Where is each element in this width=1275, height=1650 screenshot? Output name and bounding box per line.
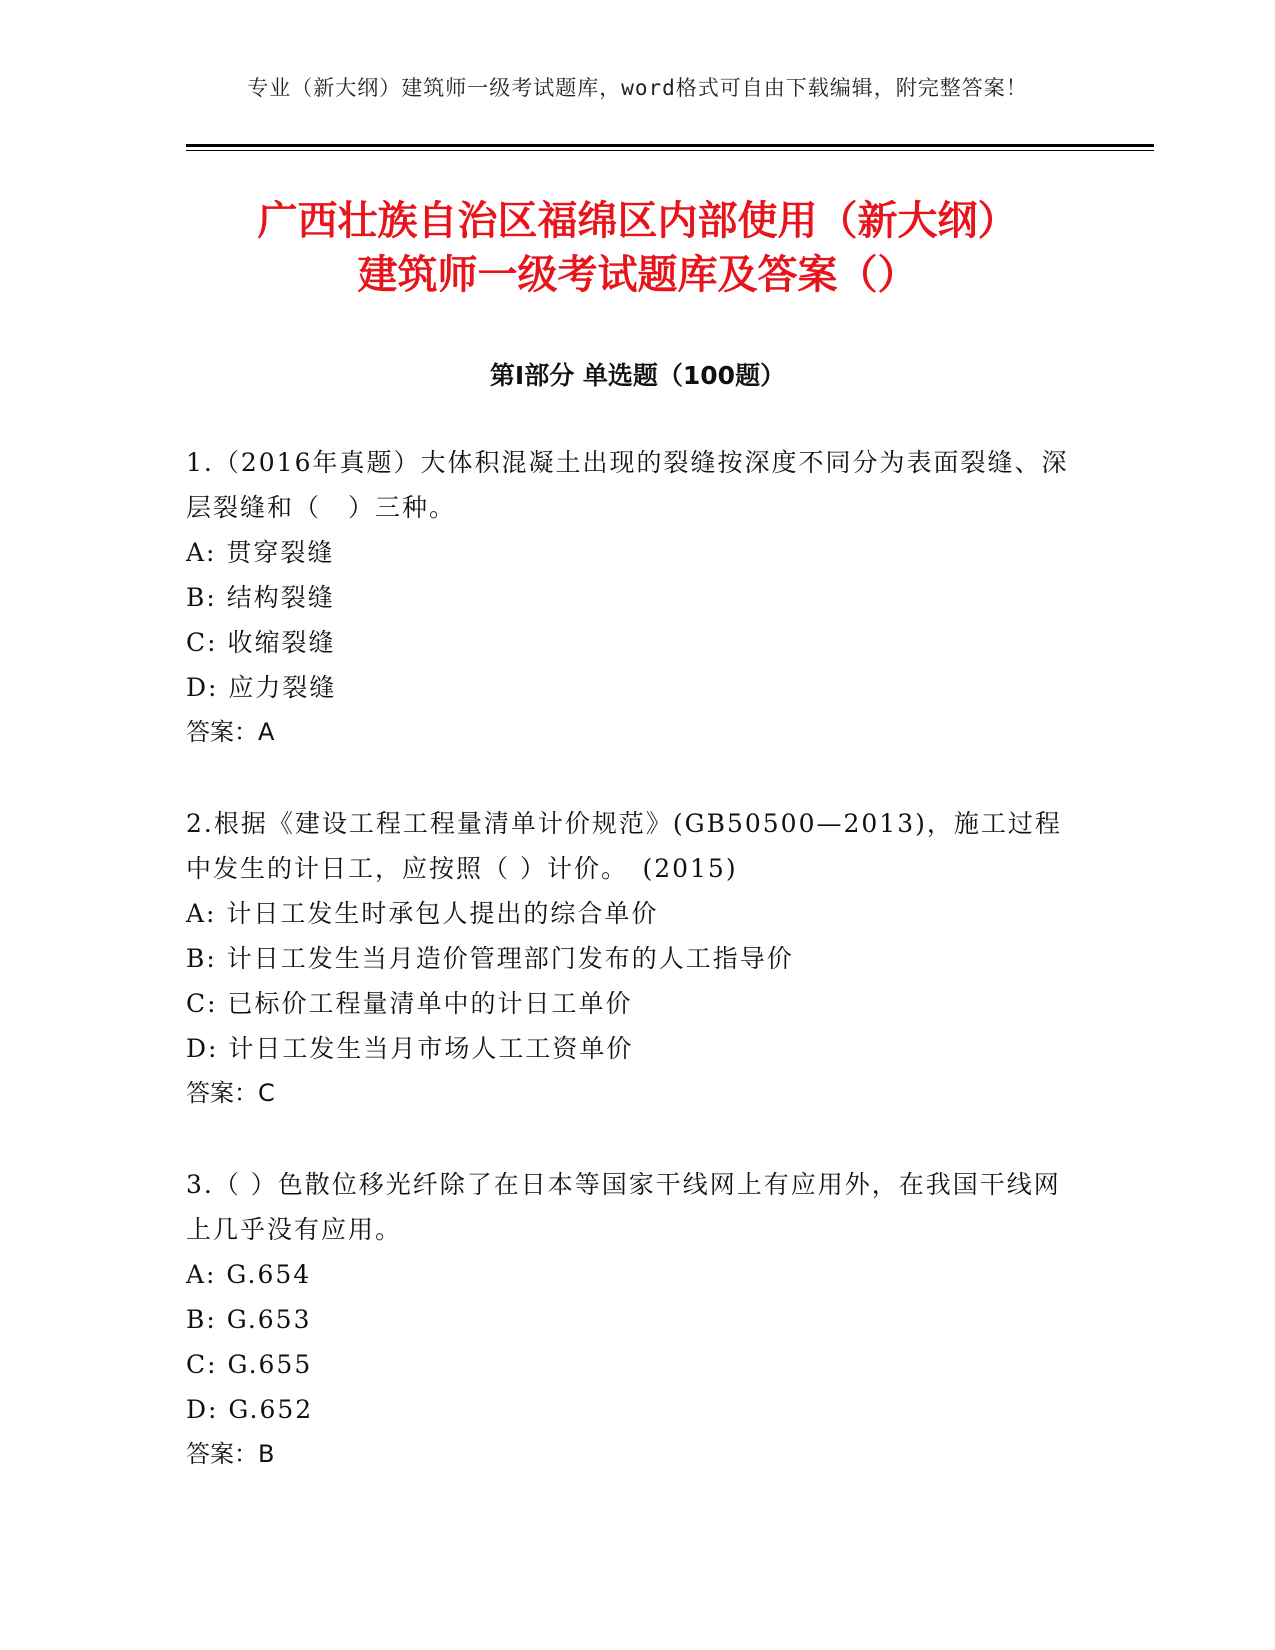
option-b: B: 结构裂缝 xyxy=(186,583,335,612)
option-a: A: 计日工发生时承包人提出的综合单价 xyxy=(186,899,659,928)
question-text: 2.根据《建设工程工程量清单计价规范》(GB50500—2013)，施工过程中发生的计日工，应按照（ ）计价。 (2015) xyxy=(186,809,1062,883)
title-line-1: 广西壮族自治区福绵区内部使用（新大纲） xyxy=(257,198,1018,244)
title-line-2: 建筑师一级考试题库及答案（） xyxy=(357,252,918,298)
question-3 xyxy=(186,1162,1086,1477)
option-a: A: 贯穿裂缝 xyxy=(186,538,335,567)
option-c: C: 收缩裂缝 xyxy=(186,628,336,657)
option-d: D: 应力裂缝 xyxy=(186,673,337,702)
section-heading: 第Ⅰ部分 单选题（100题） xyxy=(489,361,786,390)
answer: 答案：C xyxy=(186,1079,275,1107)
option-c: C: G.655 xyxy=(186,1350,313,1379)
question-text: 3.（ ）色散位移光纤除了在日本等国家干线网上有应用外，在我国干线网上几乎没有应用。 xyxy=(186,1170,1061,1244)
header-rule-thin xyxy=(186,150,1154,151)
option-b: B: G.653 xyxy=(186,1305,312,1334)
question-1 xyxy=(186,440,1086,755)
option-c: C: 已标价工程量清单中的计日工单价 xyxy=(186,989,633,1018)
header-note: 专业（新大纲）建筑师一级考试题库，word格式可自由下载编辑，附完整答案！ xyxy=(247,76,1028,100)
question-list xyxy=(186,440,1086,1523)
header-rule-thick xyxy=(186,144,1154,147)
question-text: 1.（2016年真题）大体积混凝土出现的裂缝按深度不同分为表面裂缝、深层裂缝和（ ）三种。 xyxy=(186,448,1069,522)
question-2 xyxy=(186,801,1086,1116)
option-d: D: 计日工发生当月市场人工工资单价 xyxy=(186,1034,634,1063)
answer: 答案：B xyxy=(186,1440,275,1468)
option-a: A: G.654 xyxy=(186,1260,312,1289)
document-title xyxy=(120,194,1155,302)
answer: 答案：A xyxy=(186,718,275,746)
option-b: B: 计日工发生当月造价管理部门发布的人工指导价 xyxy=(186,944,794,973)
option-d: D: G.652 xyxy=(186,1395,314,1424)
